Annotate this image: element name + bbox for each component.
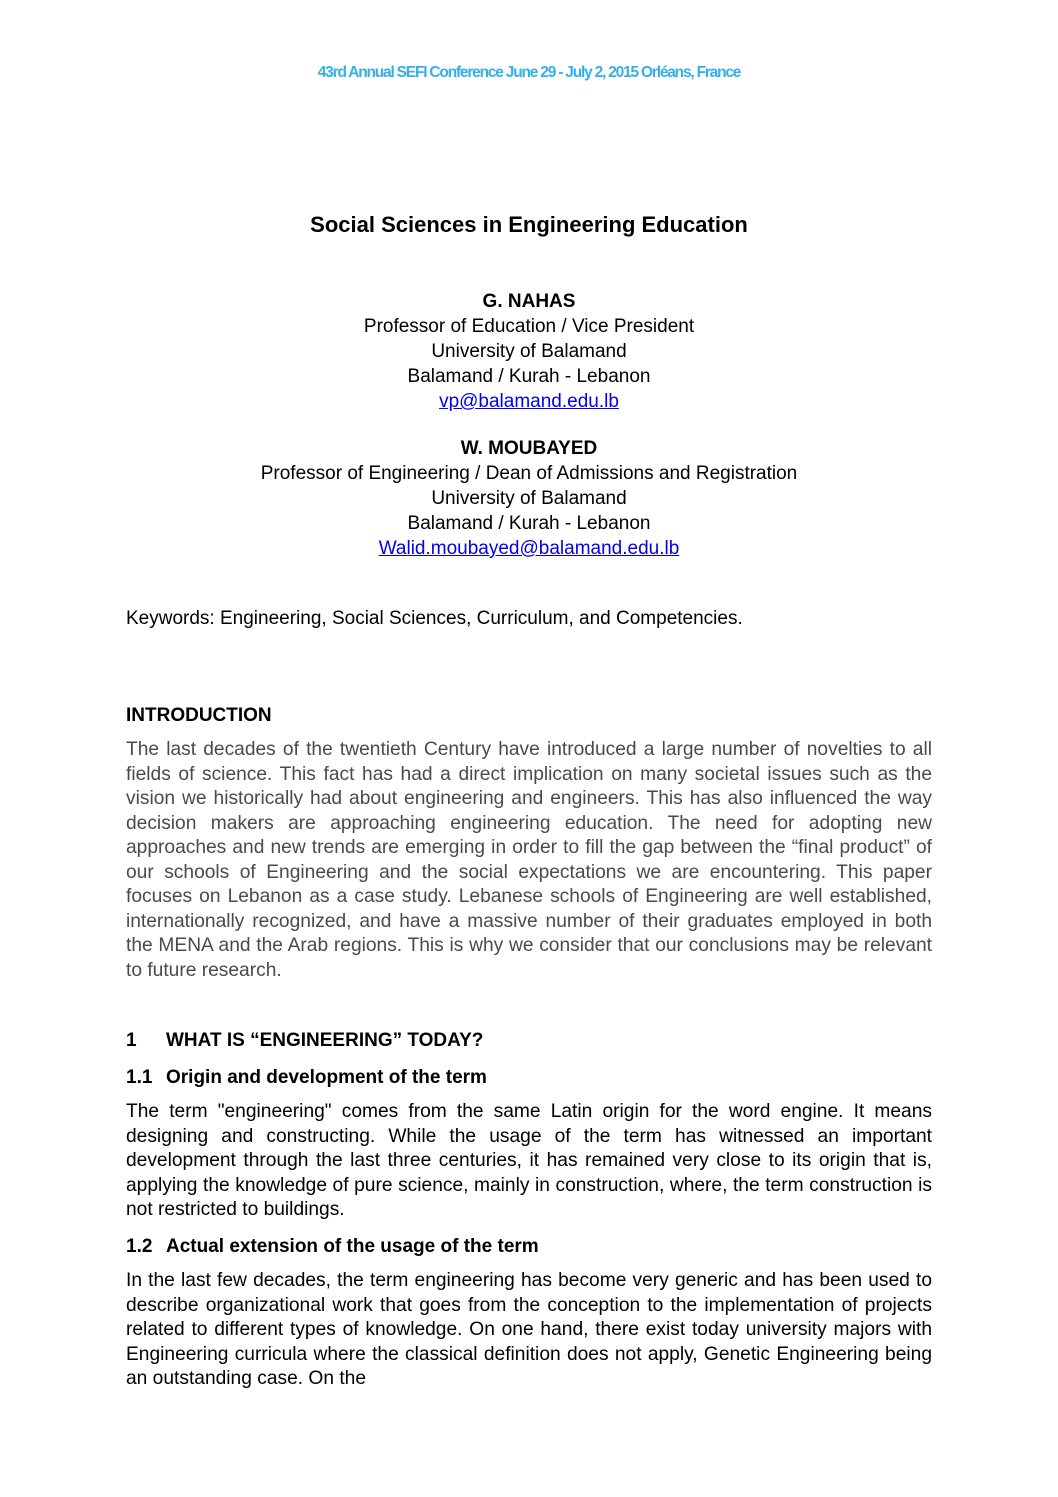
author-email-link[interactable]: vp@balamand.edu.lb [439,391,619,412]
section-1-2-paragraph: In the last few decades, the term engineering has become very generic and has been used to describe organizational work that goes from the conception to the implementation of projects related to different types of knowledge. On one hand, there exist today university majors with Engineering curricula where the classical definition does not apply, Genetic Engineering being an outstanding case. On the [126,1270,932,1389]
conference-header: 43rd Annual SEFI Conference June 29 - July 2, 2015 Orléans, France [317,64,741,81]
section-number: 1 [126,1030,137,1051]
subsection-number: 1.2 [126,1236,153,1257]
author-name: G. NAHAS [482,291,576,312]
subsection-number: 1.1 [126,1067,153,1088]
author-email-link[interactable]: Walid.moubayed@balamand.edu.lb [378,538,680,559]
author-institution: University of Balamand [431,488,627,509]
introduction-heading: INTRODUCTION [126,705,272,726]
section-1-2-heading-block [126,1236,932,1258]
subsection-heading: Origin and development of the term [166,1067,487,1088]
author-block-2 [0,436,1058,561]
author-location: Balamand / Kurah - Lebanon [407,366,651,387]
keywords-line: Keywords: Engineering, Social Sciences, Curriculum, and Competencies. [126,608,743,629]
introduction-paragraph: The last decades of the twentieth Century have introduced a large number of novelties to all fields of science. This fact has had a direct implication on many societal issues such as the vision we historically had about engineering and engineers. This has also influenced the way decision makers are approaching engineering education. The need for adopting new approaches and new trends are emerging in order to fill the gap between the “final product” of our schools of Engineering and the social expectations we are encountering. This paper focuses on Lebanon as a case study. Lebanese schools of Engineering are well established, internationally recognized, and have a massive number of their graduates employed in both the MENA and the Arab regions. This is why we consider that our conclusions may be relevant to future research. [126,739,932,981]
author-location: Balamand / Kurah - Lebanon [407,513,651,534]
introduction-heading-block [126,705,932,727]
paper-title: Social Sciences in Engineering Education [310,212,748,237]
section-1-1-heading-block [126,1067,932,1089]
subsection-heading: Actual extension of the usage of the term [166,1236,539,1257]
author-role: Professor of Education / Vice President [363,316,695,337]
section-1-1-paragraph-block [126,1100,932,1223]
author-institution: University of Balamand [431,341,627,362]
author-block-1 [0,289,1058,414]
section-heading: WHAT IS “ENGINEERING” TODAY? [166,1030,484,1051]
section-1-heading-block [126,1030,932,1052]
section-1-2-paragraph-block [126,1269,932,1392]
section-1-1-paragraph: The term "engineering" comes from the same Latin origin for the word engine. It means designing and constructing. While the usage of the term has witnessed an important development through the last three centuries, it has remained very close to its origin that is, applying the knowledge of pure science, mainly in construction, where, the term construction is not restricted to buildings. [126,1101,932,1220]
introduction-paragraph-block [126,738,932,983]
author-role: Professor of Engineering / Dean of Admissions and Registration [260,463,798,484]
author-name: W. MOUBAYED [460,438,598,459]
